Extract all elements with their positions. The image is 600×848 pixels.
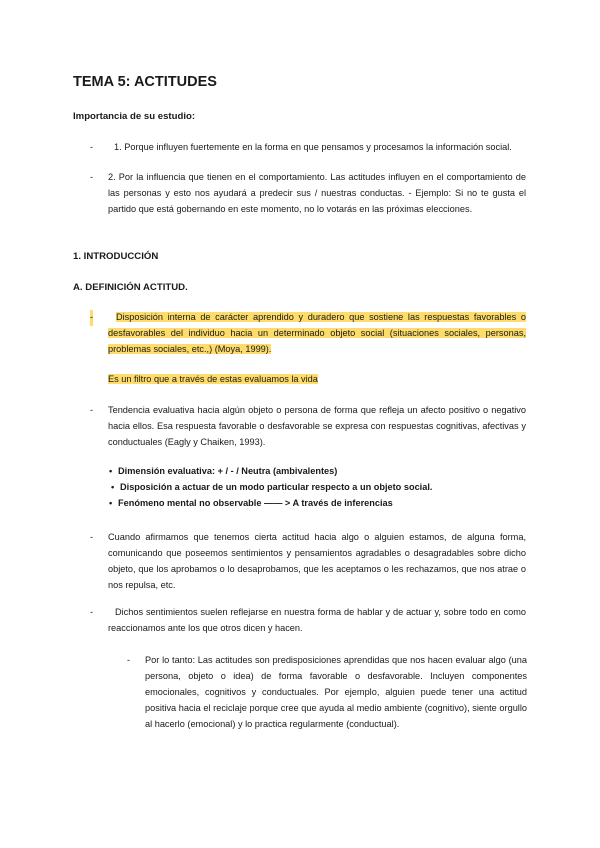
- therefore-item: [127, 653, 527, 733]
- dash-bullet: -: [90, 405, 94, 415]
- importance-item-text: 1. Porque influyen fuertemente en la forma en que pensamos y procesamos la información social.: [114, 142, 512, 152]
- point-text: Dimensión evaluativa: + / - / Neutra (ambivalentes): [118, 466, 338, 476]
- dash-bullet: -: [90, 142, 94, 152]
- feelings-text: Dichos sentimientos suelen reflejarse en nuestra forma de hablar y de actuar y, sobre todo en como reaccionamos ante los que otros dicen y hacen.: [108, 607, 526, 633]
- when-item: [90, 530, 526, 594]
- bullet-dot-icon: •: [109, 466, 113, 476]
- therefore-text: Por lo tanto: Las actitudes son predisposiciones aprendidas que nos hacen evaluar algo (una persona, objeto o idea) de forma favorable o desfavorable. Incluyen componentes emocionales, cognitivos y conductuales. Por ejemplo, alguien puede tener una actitud positiva hacia el reciclaje porque cree que ayuda al medio ambiente (cognitivo), siente orgullo al hacerlo (emocional) y lo practica regularmente (conductual).: [145, 655, 527, 729]
- point-text: Fenómeno mental no observable —— > A través de inferencias: [118, 498, 393, 508]
- importance-item-text: 2. Por la influencia que tienen en el comportamiento. Las actitudes influyen en el comportamiento de las personas y esto nos ayudará a predecir sus / nuestras conductas. - Ejemplo: Si no te gusta el partido que está gobernando en este momento, no lo votarás en las próximas elecciones.: [108, 172, 526, 214]
- section-definicion-heading: A. DEFINICIÓN ACTITUD.: [73, 282, 188, 293]
- filter-text: Es un filtro que a través de estas evaluamos la vida: [108, 374, 318, 384]
- bullet-dot-icon: •: [111, 482, 115, 492]
- dash-bullet: -: [90, 607, 94, 617]
- filter-line: [108, 372, 318, 388]
- page-title: TEMA 5: ACTITUDES: [73, 74, 217, 90]
- point-item-3: [109, 498, 393, 508]
- importance-item-1: [90, 140, 526, 156]
- section-introduccion-heading: 1. INTRODUCCIÓN: [73, 251, 159, 262]
- tendency-item: [90, 403, 526, 451]
- dash-bullet: -: [90, 310, 93, 326]
- dash-bullet: -: [127, 655, 131, 665]
- dash-bullet: -: [90, 532, 94, 542]
- point-item-1: [109, 466, 337, 476]
- definition-item: [90, 310, 526, 358]
- definition-text: Disposición interna de carácter aprendido y duradero que sostiene las respuestas favorables o desfavorables del individuo hacia un determinado objeto social (situaciones sociales, personas, problemas sociales, etc.,) (Moya, 1999).: [108, 312, 526, 354]
- dash-bullet: -: [90, 172, 94, 182]
- tendency-text: Tendencia evaluativa hacia algún objeto o persona de forma que refleja un afecto positivo o negativo hacia ellos. Esa respuesta favorable o desfavorable se expresa con respuestas cognitivas, afectivas y conductuales (Eagly y Chaiken, 1993).: [108, 405, 526, 447]
- when-text: Cuando afirmamos que tenemos cierta actitud hacia algo o alguien estamos, de alguna forma, comunicando que poseemos sentimientos y pensamientos agradables o desagradables sobre dicho objeto, que los aprobamos o lo desaprobamos, que les aceptamos o les rechazamos, que nos atrae o nos repulsa, etc.: [108, 532, 526, 590]
- point-item-2: [111, 482, 432, 492]
- feelings-item: [90, 605, 526, 637]
- importance-heading: Importancia de su estudio:: [73, 111, 196, 122]
- point-text: Disposición a actuar de un modo particular respecto a un objeto social.: [120, 482, 433, 492]
- importance-item-2: [90, 170, 526, 218]
- bullet-dot-icon: •: [109, 498, 113, 508]
